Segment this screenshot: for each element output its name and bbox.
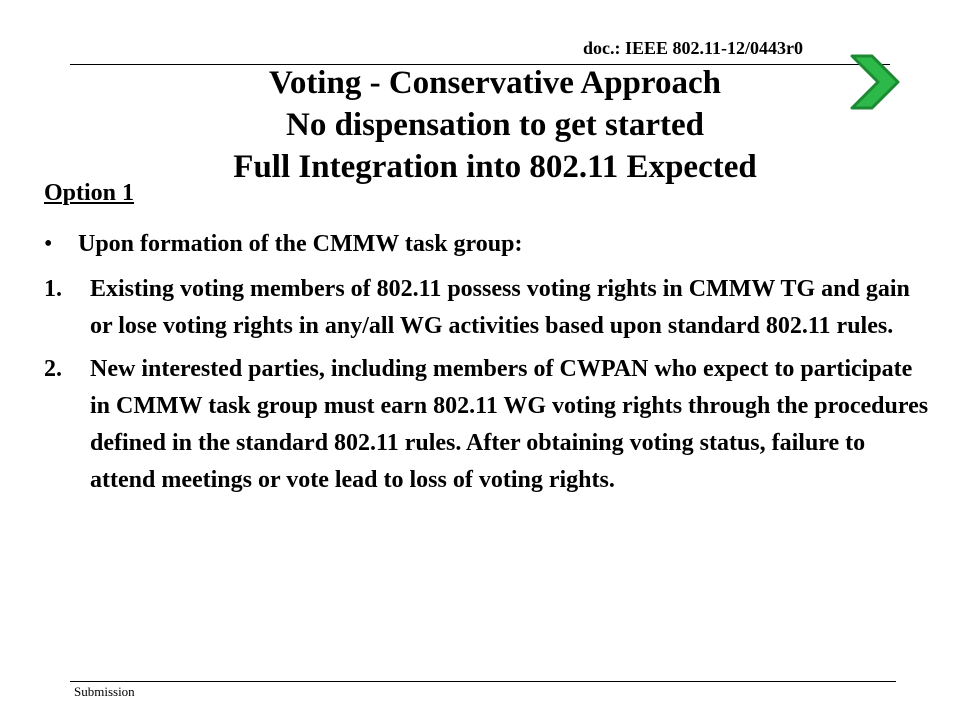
list-text: Existing voting members of 802.11 possess voting rights in CMMW TG and gain or lose voting rights in any/all WG activities based upon standard 802.11 rules. (90, 276, 910, 339)
title-line: Full Integration into 802.11 Expected (233, 149, 757, 185)
list-number: 2. (44, 356, 62, 382)
slide-body (44, 226, 934, 505)
option-label: Option 1 (44, 180, 135, 206)
list-text: New interested parties, including members of CWPAN who expect to participate in CMMW task group must earn 802.11 WG voting rights through the procedures defined in the standard 802.11 rules. After obtaining voting status, failure to attend meetings or vote lead to loss of voting rights. (90, 356, 929, 493)
footer-label: Submission (74, 684, 135, 699)
slide-title (120, 62, 870, 188)
list-item (44, 271, 934, 345)
title-line: No dispensation to get started (286, 107, 704, 143)
document-id: doc.: IEEE 802.11-12/0443r0 (583, 38, 804, 58)
list-item (44, 351, 934, 499)
list-number: 1. (44, 276, 62, 302)
bullet-item (44, 226, 934, 263)
footer-divider (70, 681, 896, 682)
bullet-text: Upon formation of the CMMW task group: (78, 231, 523, 257)
bullet-marker: • (44, 231, 53, 257)
title-line: Voting - Conservative Approach (269, 65, 721, 101)
